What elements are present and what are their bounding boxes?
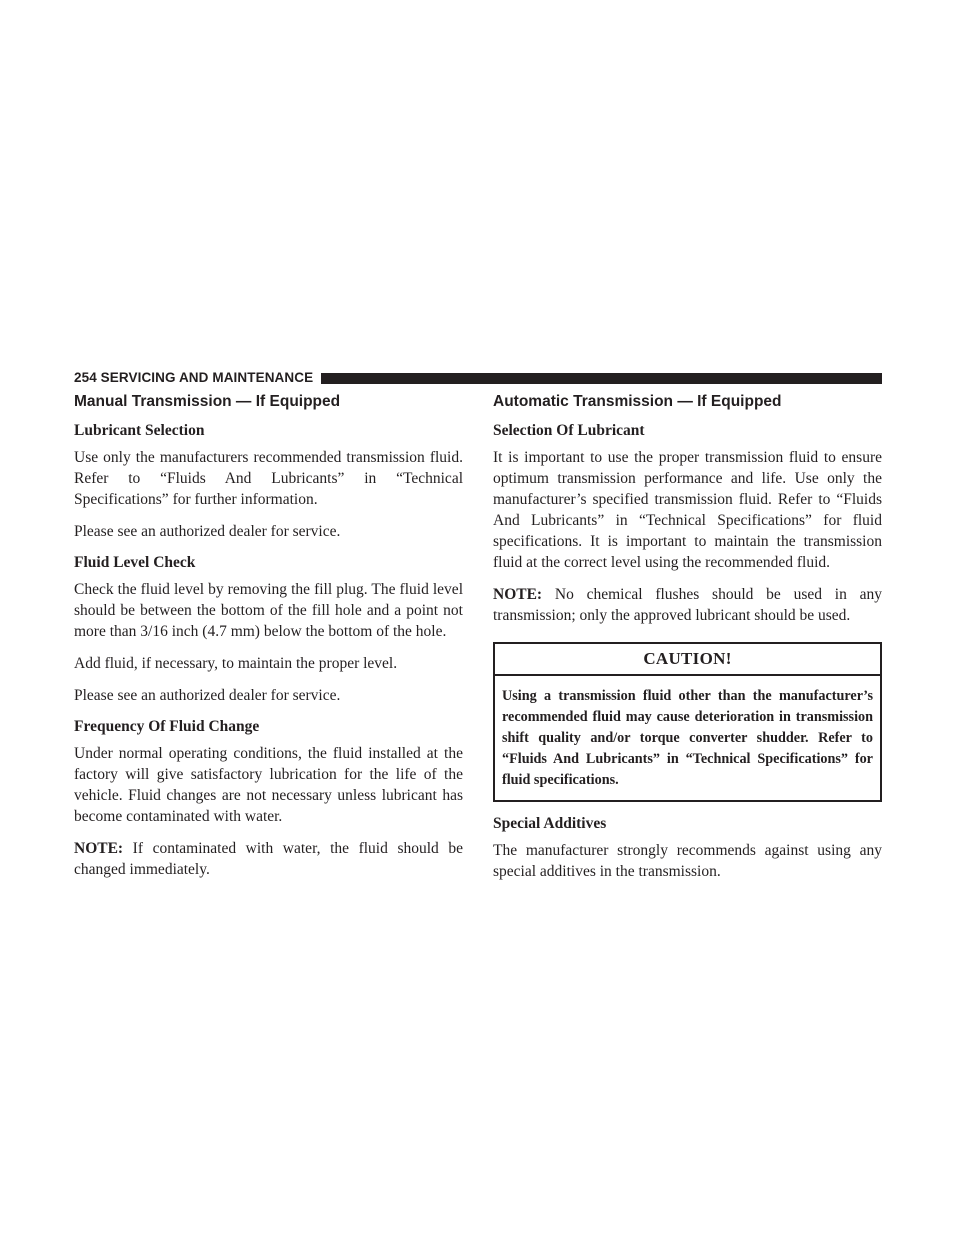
automatic-note — [493, 584, 882, 626]
special-additives-text: The manufacturer strongly recommends against using any special additives in the transmission. — [493, 842, 882, 880]
note-label: NOTE: — [493, 586, 543, 603]
selection-text: It is important to use the proper transmission fluid to ensure optimum transmission performance and life. Use only the manufacturer’s specified transmission fluid. Refer to “Fluids And Lubricants” in “Technical Specifications” for fluid specifications. It is important to maintain the transmission fluid at the correct level using the recommended fluid. — [493, 449, 882, 571]
header-rule — [321, 373, 882, 384]
manual-transmission-title: Manual Transmission — If Equipped — [74, 393, 341, 410]
dealer-service-text-2: Please see an authorized dealer for service. — [74, 687, 341, 704]
caution-body: Using a transmission fluid other than the manufacturer’s recommended fluid may cause deterioration in transmission shift quality and/or torque converter shudder. Refer to “Fluids And Lubricants” in “Technical Specifications” for fluid specifications. — [502, 688, 873, 788]
manual-note — [74, 838, 463, 880]
left-column — [74, 392, 463, 891]
frequency-text: Under normal operating conditions, the fluid installed at the factory will give satisfactory lubrication for the life of the vehicle. Fluid changes are not necessary unless lubricant has become contaminated with water. — [74, 745, 463, 825]
page-header — [74, 370, 882, 386]
caution-heading: CAUTION! — [495, 644, 880, 676]
right-column — [493, 392, 882, 893]
page-number-section-label: 254 SERVICING AND MAINTENANCE — [74, 370, 314, 385]
add-fluid-text: Add fluid, if necessary, to maintain the proper level. — [74, 655, 398, 672]
lubricant-selection-heading: Lubricant Selection — [74, 422, 205, 439]
fluid-level-check-text: Check the fluid level by removing the fill plug. The fluid level should be between the bottom of the fill hole and a point not more than 3/16 inch (4.7 mm) below the bottom of the hole. — [74, 581, 463, 640]
automatic-transmission-title: Automatic Transmission — If Equipped — [493, 393, 782, 410]
dealer-service-text: Please see an authorized dealer for service. — [74, 523, 341, 540]
frequency-heading: Frequency Of Fluid Change — [74, 718, 260, 735]
special-additives-heading: Special Additives — [493, 815, 607, 832]
note-text: If contaminated with water, the fluid should be changed immediately. — [74, 840, 463, 878]
lubricant-selection-text: Use only the manufacturers recommended transmission fluid. Refer to “Fluids And Lubricants” in “Technical Specifications” for further information. — [74, 449, 463, 508]
caution-box — [493, 642, 882, 802]
fluid-level-check-heading: Fluid Level Check — [74, 554, 196, 571]
note-label: NOTE: — [74, 840, 124, 857]
selection-heading: Selection Of Lubricant — [493, 422, 645, 439]
note-text: No chemical flushes should be used in any transmission; only the approved lubricant should be used. — [493, 586, 882, 624]
